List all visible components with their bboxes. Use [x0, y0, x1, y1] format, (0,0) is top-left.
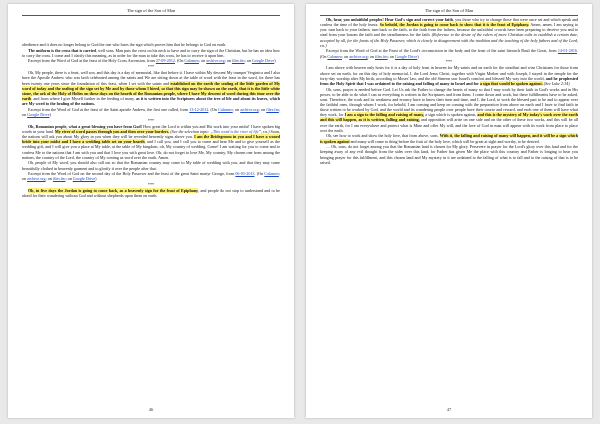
drive-link[interactable]: Google Drive: [251, 58, 275, 64]
text: . (On: [254, 171, 265, 177]
highlighted-text: established on the earth the sealing of the little garden of My word of today and the sealing of the sign set by Me and by those whom I hired, so that this sign may be shown on the earth, that it is the little white stone, the ark of the Holy of Holies on these days on the hearth of the Romanian people, where I have My descent of word during this time over the earth: [22, 80, 280, 102]
text: ; on: [387, 53, 395, 59]
calameo-link[interactable]: Calameo: [218, 106, 233, 112]
text: ): [274, 58, 276, 64]
drive-link[interactable]: Google Drive: [72, 176, 96, 182]
highlighted-text: With it, the falling and raising of many will happen, and it will be a sign which is spoken against: [320, 133, 578, 144]
text: ; on: [224, 58, 232, 64]
text: , and people do not stop to understand and to be afraid for their wandering without God and without shepherds upon them on earth.: [22, 188, 280, 199]
excerpt-citation: [320, 48, 578, 58]
italic-text: (See the selection topic: „: [169, 129, 213, 134]
separator: ***: [147, 117, 155, 123]
date-link[interactable]: 13-12-2012: [189, 106, 209, 112]
paragraph: obedience and it does no longer belong to God the one who loses the sign which proves him that he belongs to God on earth.: [22, 42, 227, 47]
bold-text: Oh, hear, you unfaithful peoples! Hear God's sign and correct your faith: [326, 17, 453, 22]
text: How great the Lord is within you and His work into your midst! I have spoken big words in your land.: [22, 123, 281, 134]
highlighted-text: and this is the mystery of My today's work over the earth and this will happen, as it is written, falling and raising,: [320, 112, 578, 123]
archive-link[interactable]: archive.org: [206, 58, 225, 64]
highlighted-text: I am the Bridegroom in you and I have a wooed bride into your midst and I have a wedding table set on your hearth: [22, 134, 280, 145]
paragraph: [320, 17, 578, 48]
text: ; on: [341, 53, 350, 59]
highlighted-text: I am a sign to the falling and raising of many,: [344, 112, 425, 118]
text: ): [417, 53, 419, 59]
calameo-link[interactable]: Calameo: [264, 171, 279, 177]
page-header: The sign of the Son of Man: [320, 8, 578, 16]
left-page: [8, 4, 294, 418]
calameo-link[interactable]: Calameo: [184, 58, 199, 64]
paragraph: Oh, people of My word, you should also call out so that the Romanian country may come to My table of wedding with you, and that they may come beautifully clothed in heavenly garment and to glorify it over the people after that.: [22, 160, 280, 171]
excerpt-citation: [22, 107, 280, 117]
paragraph: [22, 124, 280, 160]
paragraph: … Oh, sons, do not forget among you that the Romanian land is chosen for My glory. Persevere in prayer for the Lord's glory over this land and for the keeping away of any evil thought from the sides over this land, for Father has given Me the place with this country and Father is longing to hear you bringing prayer for this fulfillment, and this chosen land and My mystery in it are ordained to the falling of what is to fall and to the raising of that is to be raised.: [320, 144, 578, 165]
text: Excerpt from the Word of God at the feast of the Holy Cross Ascension, from: [28, 58, 156, 64]
text: ): [49, 112, 51, 118]
italic-text: ”, r.n.): [258, 129, 271, 134]
page-header: The sign of the Son of Man: [22, 8, 280, 16]
date-link[interactable]: 14-01-2016: [557, 48, 577, 54]
date-link[interactable]: 27-09-2012: [155, 58, 175, 64]
text: , well sons. Man puts the cross on his neck to have and to carry the sign of the Christian, but he has no idea how to carry the cross. I come and I clarify this meaning, as in order for the man to take this cross, he has to receive it upon him.: [22, 47, 280, 58]
files-link[interactable]: files.fm: [374, 53, 388, 59]
page-body: [320, 17, 578, 165]
text: Amen, amen, I am saying to you: turn back to your fathers; turn back to the faith, to the faith from the fathers, because the unfaithful crowds have been preparing to deceive you and to steal from your bosom the faith and the steadfastness for the faith.: [320, 22, 578, 38]
text: ; on: [367, 53, 375, 59]
highlighted-text: a sign that would be spoken against.: [479, 80, 543, 86]
text: Soon, the nations will ask you about My glory in you when they will be revealed heavenly signs above you.: [22, 129, 280, 140]
bold-text: Oh, Romanian people, what a great blessing you have from God!: [28, 123, 143, 129]
text: Oh, see how to work and show the holy love, that from above, sons.: [326, 133, 440, 139]
text: ; on: [22, 106, 280, 118]
archive-link[interactable]: archive.org: [349, 53, 368, 59]
bold-text: The uniform is the cross that is carried: [28, 47, 96, 53]
text: ; on: [45, 176, 53, 182]
text: Excerpt from the Word of God at the Feast of the Lord's circumcision in the body and the feast of the saint hierarch Basil the Great, from: [326, 48, 558, 54]
text: Excerpt from the Word of God on the second day of the Holy Passover and the feast of the great Saint martyr George, from: [28, 171, 236, 177]
text: I am above with heaven only hosts for it is a day of holy feast in heaven for My saints and on earth for the steadfast and wise Christians for those from above set on earth, for on this day of holy memorial, I, the Lord Jesus Christ, together with Virgin Mother and with Joseph, I stayed in the temple for the forty-day worship after My birth, according to Moses' law, and the old Simeon saw Israel's comfort and blessed My way into the world,: [320, 65, 578, 81]
paragraph: [22, 70, 280, 106]
text: and many will come to thing before the fruit of the holy love, which will be great at sight and worthy, to be desired.: [349, 138, 540, 144]
text: ): [95, 176, 97, 182]
text: Oh, My people, there is a feast, well son, and this day is a day of memorial, like that before it. I have within My descent My trumpet Verginica and I also have the Apostle Andrew who was both celebrated among the saints and We are sitting down at the table of word with the feast in the word, for there has been twenty one years since the foundation of this feast, when I set with the saints and: [22, 70, 280, 86]
text: ; on: [244, 58, 252, 64]
page-number: 46: [148, 407, 154, 412]
separator: ***: [147, 182, 155, 188]
bold-text: as it is written into the Scriptures about the tree of life and about its leaves, which are My word to the healing of the nations.: [22, 96, 280, 107]
highlighted-text: So behold, the Jordan is going to come back to show that it is the feast of Epiphany.: [379, 22, 530, 28]
text: ; on: [22, 171, 280, 182]
paragraph: [22, 188, 280, 198]
files-link[interactable]: files.fm: [231, 58, 245, 64]
paragraph: [320, 133, 578, 143]
date-link[interactable]: 06-05-2013: [235, 171, 255, 177]
paragraph: [22, 48, 280, 58]
text: . (On: [320, 48, 578, 59]
text: ; on: [65, 176, 73, 182]
separator: ***: [445, 59, 453, 65]
text: , and I call you, and I call you to come and hear Me and to give yourself as the wedding gift, and I will give you a place at My table, at the table of My kingdom, oh, My country of wedding. Come! I am waiting for you to come and to confess Me to the nations that I am with you and that I love you with great love. Oh, do not forget to love Me, My country, My chosen one from among the nations, the country of the Lord, the country of My coming as word over the earth. Amen.: [22, 139, 280, 160]
text: ; on: [258, 106, 267, 112]
page-body: [22, 42, 280, 199]
highlighted-text: My river of word passes through you and then over your borders.: [54, 129, 170, 134]
text: a sign which is spoken against,: [424, 112, 478, 118]
drive-link[interactable]: Google Drive: [27, 112, 50, 118]
excerpt-citation: [22, 58, 280, 63]
text: , and from where I give Myself further in the feeding of many,: [31, 96, 136, 102]
right-page: [306, 4, 592, 418]
page-number: 47: [446, 407, 452, 412]
bold-text: and he prophesied from the Holy Spirit that I was ordained to the raising and falling of many in Israel and for: [320, 75, 578, 86]
text: Oh, sons, prayer is needed before God. Let Us ask the Father to change the hearts of many so that I may work by their faith in God's works and in His power, to be able to do what I can as everything is written in the Scriptures and from them. I come down and work, but these fulfillments have to be asked, sons. Therefore, the work and its weakness and errancy have to know their time and time, and I, the Lord, to work the blessed part to be and to appear over the faithful ones, through whom I work, for behold, I am coming and keep on coming with the preparation from above on earth and I have to find faith in those written to be worked by God, and the world and its wandering people over people have their course and reward, and each one of them will have what they work, for: [320, 86, 578, 118]
files-link[interactable]: files.fm: [266, 106, 279, 112]
drive-link[interactable]: Google Drive: [394, 53, 418, 59]
text: , you those who try to change those that were once set and which speak and confess the time of the holy feasts.: [320, 17, 578, 28]
text: ; on: [232, 106, 241, 112]
text: and opposition will arise on one side and on the other of these two works, and this will be all over the earth, for I am everywhere and protect what is Mine and offer My will, and the love of God in man will appear with its work from place to place over the earth.: [320, 117, 578, 133]
calameo-link[interactable]: Calameo: [327, 53, 342, 59]
highlighted-text: Oh, in five days the Jordan is going to come back, as a heavenly sign for the feast of Epiphany: [28, 188, 199, 194]
separator: ***: [147, 64, 155, 70]
files-link[interactable]: files.fm: [52, 176, 66, 182]
text: . (On: [174, 58, 185, 64]
text: ; on: [198, 58, 207, 64]
archive-link[interactable]: archive.org: [240, 106, 259, 112]
excerpt-citation: [22, 171, 280, 181]
topic-link[interactable]: This word is the river of life: [212, 129, 259, 134]
paragraph: [320, 65, 578, 86]
italic-text: (Reference to the desire of the rulers of more Christian cults to establish a certain date, accepted by all, for the feasts of the Holy Passover, which is clearly in disagreement with the tradition and the teaching of the holy fathers and of the Lord, r.n.): [320, 32, 579, 48]
text: Excerpt from the Word of God at the feast of the Saint apostle Andrew, the first one called, from: [28, 106, 190, 112]
italic-text: (See Luke 2:34): [542, 80, 570, 86]
text: . (On: [208, 106, 219, 112]
paragraph: [320, 87, 578, 133]
archive-link[interactable]: archive.org: [27, 176, 46, 182]
